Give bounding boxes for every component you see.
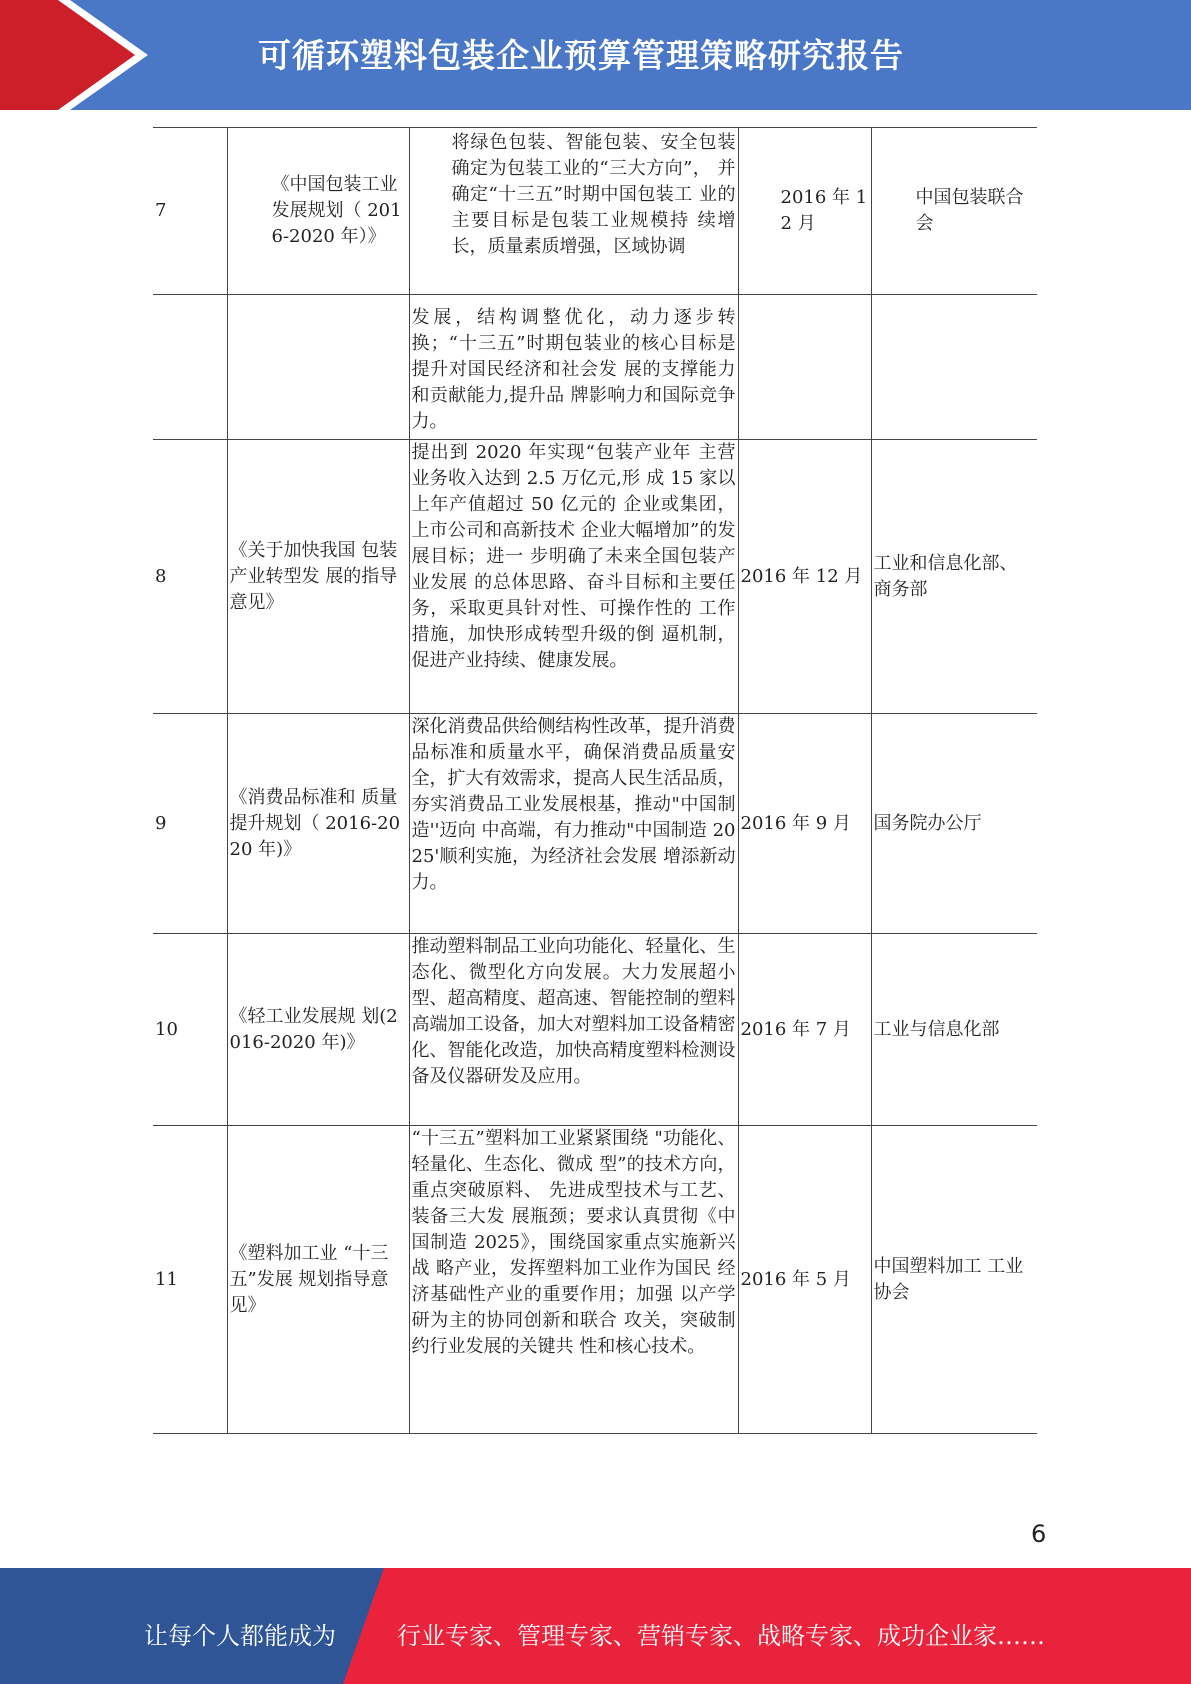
policy-description: 提出到 2020 年实现“包装产业年 主营业务收入达到 2.5 万亿元,形 成 15 家以上年产值超过 50 亿元的 企业或集团，上市公司和高新技术 企业大幅增加”的发展目标；进一 步明确了未来全国包装产业发展 的总体思路、奋斗目标和主要任 务，采取更具针对性、可操作性的 工作措施，加快形成转型升级的倒 逼机制，促进产业持续、健康发展。	[409, 440, 738, 714]
row-number	[153, 295, 227, 440]
row-number: 8	[153, 440, 227, 714]
issue-date: 2016 年 7 月	[738, 934, 871, 1126]
table-row	[153, 1126, 1037, 1434]
table-row	[153, 295, 1037, 440]
issue-date: 2016 年 12 月	[738, 440, 871, 714]
policy-description-text: 将绿色包装、智能包装、安全包装 确定为包装工业的“三大方向”， 并确定“十三五”时期中国包装工 业的主要目标是包装工业规模持 续增长，质量素质增强，区域协调	[451, 132, 736, 257]
policy-table	[153, 127, 1037, 1434]
report-title: 可循环塑料包装企业预算管理策略研究报告	[258, 36, 904, 75]
policy-description: 发展，结构调整优化，动力逐步转换；“十三五”时期包装业的核心目标是提升对国民经济和社会发 展的支撑能力和贡献能力,提升品 牌影响力和国际竞争力。	[409, 295, 738, 440]
policy-name	[227, 295, 409, 440]
issuing-organization: 工业与信息化部	[871, 934, 1037, 1126]
issue-date-text: 2016 年 12 月	[780, 187, 868, 234]
policy-name: 《关于加快我国 包装产业转型发 展的指导意见》	[227, 440, 409, 714]
policy-name: 《塑料加工业 “十三五”发展 规划指导意见》	[227, 1126, 409, 1434]
issuing-organization	[871, 295, 1037, 440]
table-row	[153, 714, 1037, 934]
issuing-organization: 国务院办公厅	[871, 714, 1037, 934]
issuing-organization-text: 中国包装联合会	[915, 187, 1024, 234]
issue-date	[738, 295, 871, 440]
policy-name: 《轻工业发展规 划(2016-2020 年)》	[227, 934, 409, 1126]
footer-slogan-right: 行业专家、管理专家、营销专家、战略专家、成功企业家……	[397, 1622, 1045, 1650]
issue-date	[738, 128, 871, 295]
policy-name: 《消费品标准和 质量提升规划（ 2016-2020 年)》	[227, 714, 409, 934]
issue-date: 2016 年 5 月	[738, 1126, 871, 1434]
row-number: 7	[153, 128, 227, 295]
footer-slogan-left: 让每个人都能成为	[144, 1622, 336, 1650]
issuing-organization: 中国塑料加工 工业协会	[871, 1126, 1037, 1434]
header-banner	[0, 0, 1191, 110]
policy-description	[409, 128, 738, 295]
policy-description: 推动塑料制品工业向功能化、轻量化、生态化、微型化方向发展。大力发展超小型、超高精度、超高速、智能控制的塑料高端加工设备，加大对塑料加工设备精密化、智能化改造，加快高精度塑料检测设备及仪器研发及应用。	[409, 934, 738, 1126]
table-row	[153, 934, 1037, 1126]
policy-name-text: 《中国包装工业 发展规划（ 2016-2020 年）》	[271, 174, 402, 247]
table-row	[153, 128, 1037, 295]
issue-date: 2016 年 9 月	[738, 714, 871, 934]
row-number: 9	[153, 714, 227, 934]
table-row	[153, 440, 1037, 714]
row-number: 11	[153, 1126, 227, 1434]
issuing-organization	[871, 128, 1037, 295]
policy-name	[227, 128, 409, 295]
issuing-organization: 工业和信息化部、商务部	[871, 440, 1037, 714]
row-number: 10	[153, 934, 227, 1126]
header-arrow-decoration	[0, 0, 160, 110]
policy-description: 深化消费品供给侧结构性改革，提升消费品标准和质量水平，确保消费品质量安全，扩大有效需求，提高人民生活品质，夯实消费品工业发展根基，推动"中国制造''迈向 中高端，有力推动"中国制造 2025'顺利实施，为经济社会发展 增添新动力。	[409, 714, 738, 934]
page-number: 6	[1031, 1520, 1047, 1548]
policy-description: “十三五”塑料加工业紧紧围绕 "功能化、轻量化、生态化、微成 型”的技术方向，重点突破原料、 先进成型技术与工艺、装备三大发 展瓶颈；要求认真贯彻《中国制造 2025》，围绕国家重点实施新兴战 略产业，发挥塑料加工业作为国民 经济基础性产业的重要作用；加强 以产学研为主的协同创新和联合 攻关，突破制约行业发展的关键共 性和核心技术。	[409, 1126, 738, 1434]
